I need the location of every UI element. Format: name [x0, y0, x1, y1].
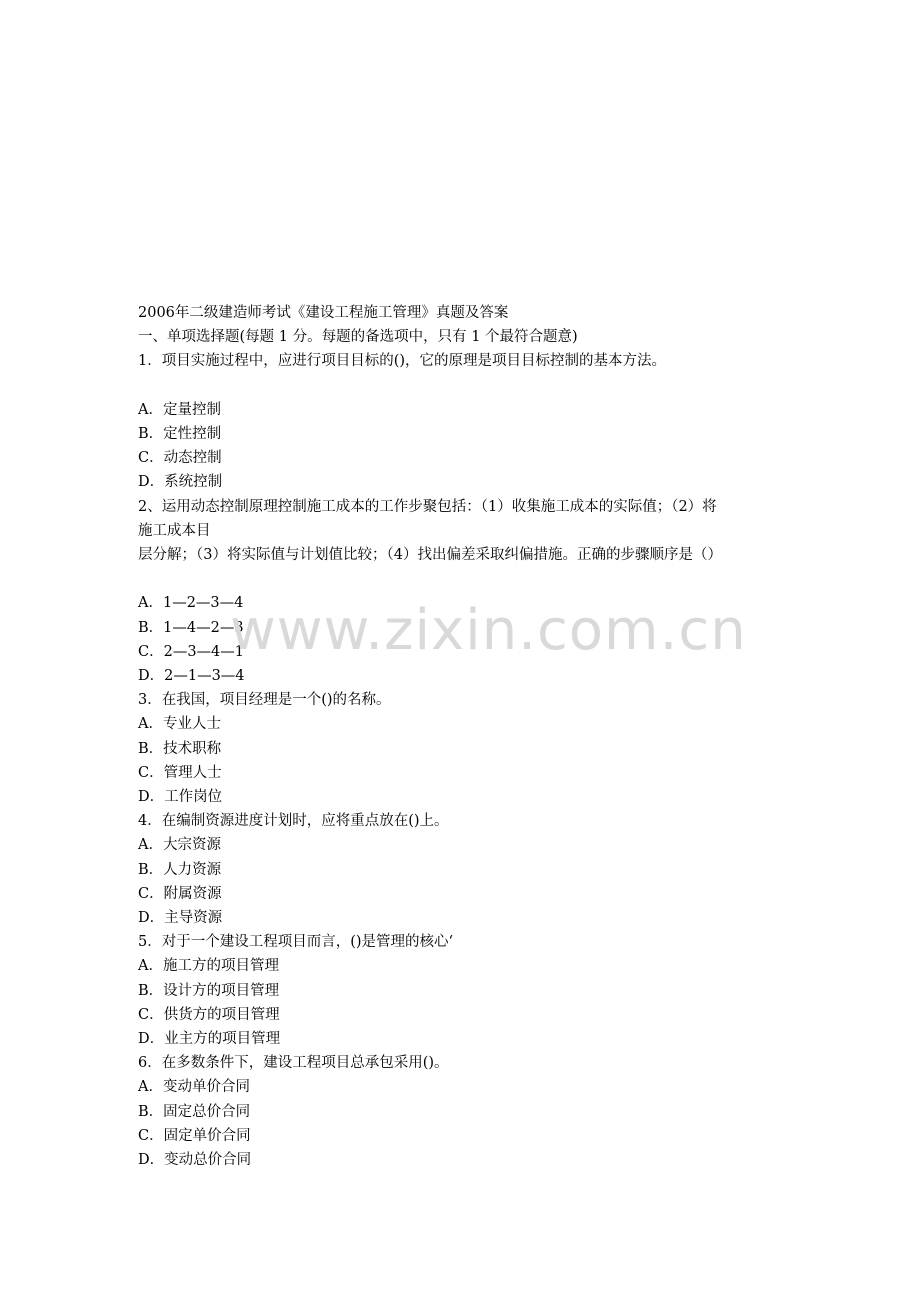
option-b: B．定性控制 [138, 426, 222, 442]
option-c: C．附属资源 [138, 885, 222, 902]
option-a: A．1—2—3—4 [138, 595, 244, 612]
option-c: C．动态控制 [138, 450, 222, 467]
option-d: D．系统控制 [138, 474, 223, 491]
question-stem: 5．对于一个建设工程项目而言，()是管理的核心‘ [138, 934, 454, 951]
document-title: 2006年二级建造师考试《建设工程施工管理》真题及答案 [138, 305, 509, 321]
option-c: C．管理人士 [138, 764, 222, 781]
option-b: B．固定总价合同 [138, 1103, 251, 1120]
document-body [138, 301, 798, 1172]
option-c: C．2—3—4—1 [138, 643, 244, 660]
blank-line [138, 374, 798, 398]
section-heading: 一、单项选择题(每题 1 分。每题的备选项中，只有 1 个最符合题意) [138, 329, 578, 346]
blank-line [138, 567, 798, 591]
question-4 [138, 809, 798, 930]
watermark: www.zixin.com.cn [230, 598, 747, 663]
option-d: D．变动总价合同 [138, 1152, 252, 1169]
option-c: C．供货方的项目管理 [138, 1006, 280, 1023]
question-stem: 6．在多数条件下，建设工程项目总承包采用()。 [138, 1055, 449, 1072]
question-stem-continued: 施工成本目 [138, 522, 211, 539]
option-d: D．2—1—3—4 [138, 668, 245, 685]
option-a: A．定量控制 [138, 401, 221, 418]
question-stem: 2、运用动态控制原理控制施工成本的工作步聚包括：（1）收集施工成本的实际值；（2）将 [138, 498, 717, 515]
option-b: B．技术职称 [138, 740, 222, 757]
option-d: D．工作岗位 [138, 789, 223, 806]
option-c: C．固定单价合同 [138, 1127, 251, 1144]
question-1 [138, 349, 798, 494]
question-stem: 3．在我国，项目经理是一个()的名称。 [138, 692, 391, 709]
option-a: A．施工方的项目管理 [138, 958, 279, 975]
question-stem: 4．在编制资源进度计划时，应将重点放在()上。 [138, 813, 449, 830]
question-stem: 1．项目实施过程中，应进行项目目标的()，它的原理是项目目标控制的基本方法。 [138, 353, 667, 370]
question-2 [138, 495, 798, 689]
question-3 [138, 688, 798, 809]
option-b: B．1—4—2—3 [138, 619, 244, 636]
question-5 [138, 930, 798, 1051]
question-6 [138, 1051, 798, 1172]
option-a: A．大宗资源 [138, 837, 221, 854]
option-a: A．专业人士 [138, 716, 221, 733]
option-a: A．变动单价合同 [138, 1079, 250, 1096]
option-d: D．业主方的项目管理 [138, 1031, 281, 1048]
option-d: D．主导资源 [138, 910, 223, 927]
option-b: B．人力资源 [138, 861, 222, 878]
question-stem-continued: 层分解；（3）将实际值与计划值比较；（4）找出偏差采取纠偏措施。正确的步骤顺序是（） [138, 547, 722, 564]
option-b: B．设计方的项目管理 [138, 982, 280, 999]
